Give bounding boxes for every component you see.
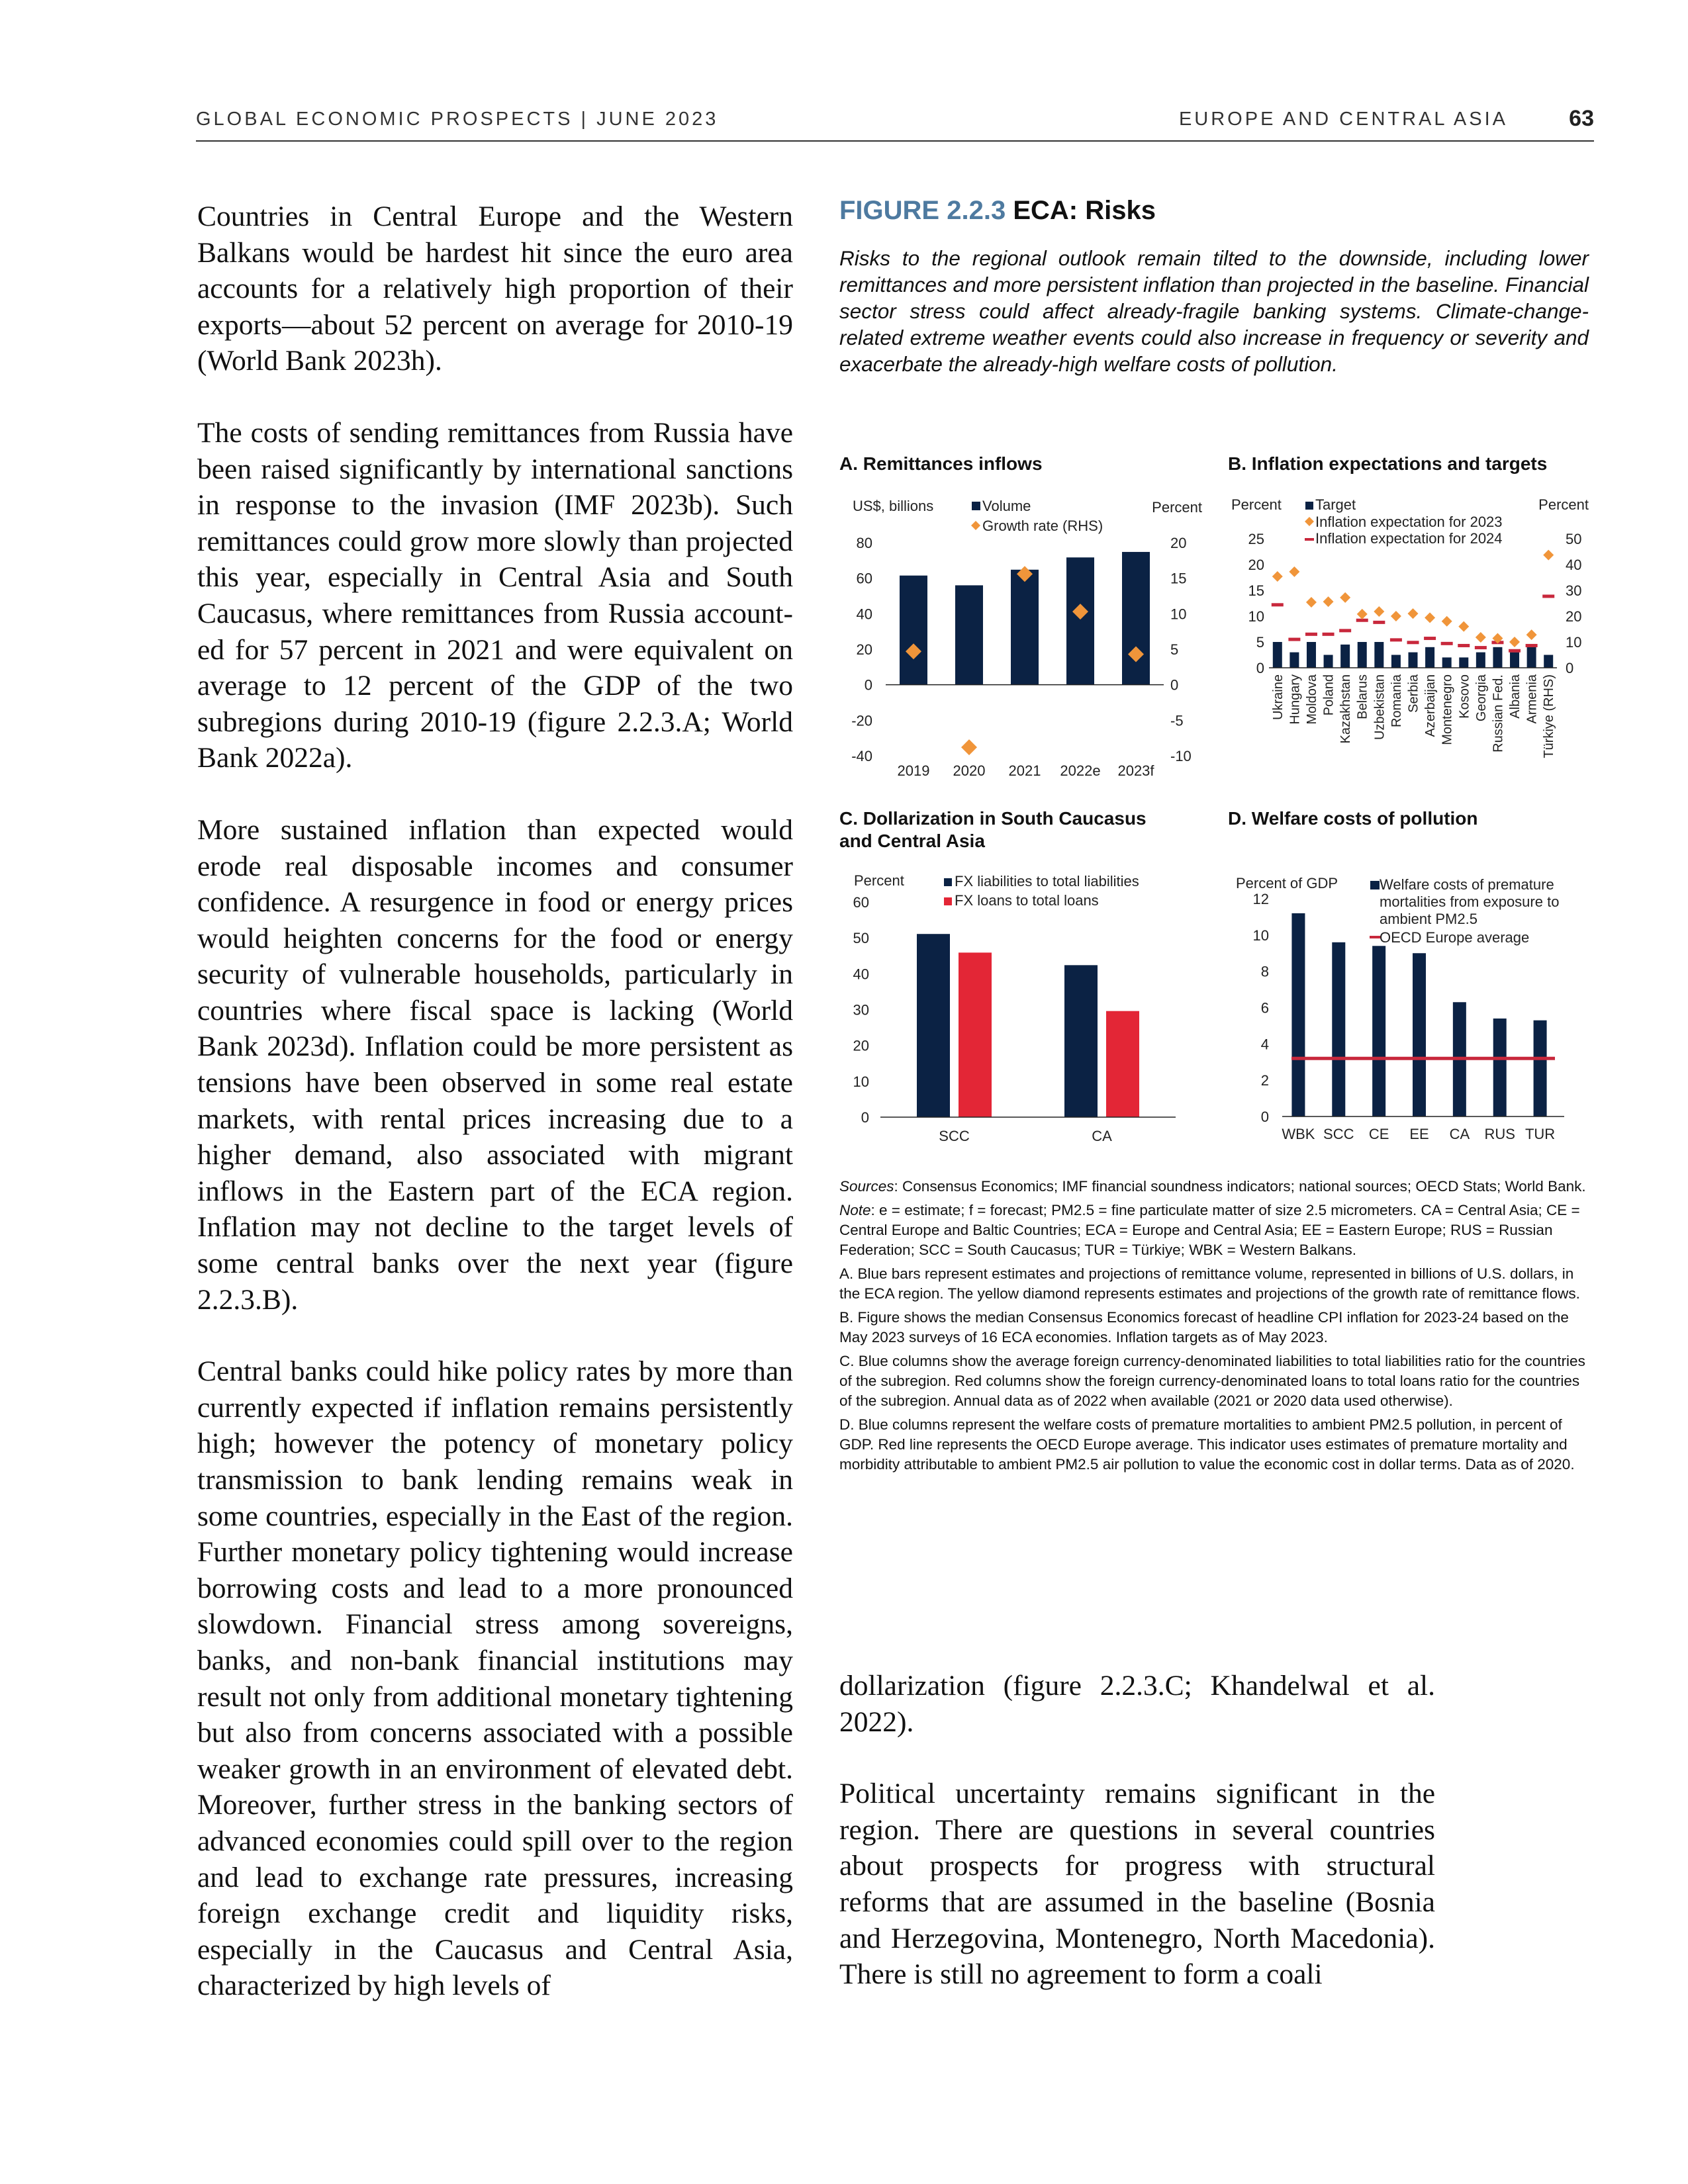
y-axis-label: Percent (854, 872, 904, 889)
y-tick-label: 20 (853, 1037, 869, 1054)
diamond-exp2023 (1442, 616, 1452, 627)
diamond-exp2023 (1425, 612, 1435, 623)
bar-fx-loans (1106, 1011, 1139, 1117)
x-tick-label: Armenia (1524, 674, 1540, 724)
bar-fx-liabilities (1064, 965, 1098, 1117)
right-column (839, 1668, 1435, 1993)
general-note: Note: e = estimate; f = forecast; PM2.5 = fine particulate matter of size 2.5 micrometers. CA = Central Asia; CE = Central Europe and Baltic Countries; ECA = Europe and Central Asia; EE = Eastern Europe; RUS = Russian Federation; SCC = South Caucasus; TUR = Türkiye; WBK = Western Balkans. (839, 1202, 1580, 1258)
y-tick-label: 20 (1566, 608, 1582, 625)
diamond-exp2023 (1543, 550, 1554, 561)
y-tick-label: 0 (864, 676, 872, 694)
bar-target (1425, 647, 1434, 668)
legend-label: OECD Europe average (1380, 929, 1530, 946)
bar-volume (1011, 570, 1039, 685)
y-tick-label: 0 (1260, 1109, 1269, 1125)
panel-c (839, 807, 1210, 1152)
y-tick-label: 20 (1248, 557, 1264, 573)
y-tick-label: 10 (1566, 634, 1582, 651)
panel-a (839, 453, 1210, 779)
paragraph: Countries in Central Europe and the Western Balkans would be hardest hit since the euro area accounts for a relatively high proportion of their exports—about 52 percent on average for 2010-19 (World Bank 2023h). (197, 201, 793, 377)
diamond-exp2023 (1458, 621, 1469, 632)
x-tick-label: 2022e (1060, 762, 1101, 779)
y-tick-label: 40 (1566, 557, 1582, 573)
x-tick-label: 2021 (1008, 762, 1041, 779)
dash-exp2024 (1458, 644, 1470, 647)
y-tick-label: 0 (1170, 676, 1179, 694)
legend-label: Growth rate (RHS) (982, 518, 1103, 534)
bar-target (1289, 653, 1299, 668)
x-tick-label: EE (1409, 1126, 1429, 1142)
x-tick-label: Belarus (1355, 674, 1370, 719)
y-tick-label: 15 (1170, 570, 1187, 587)
y-tick-label: 2 (1260, 1072, 1269, 1089)
x-tick-label: Poland (1321, 674, 1336, 716)
panel-b (1228, 453, 1599, 770)
x-tick-label: Azerbaijan (1423, 674, 1438, 737)
y-tick-label: 6 (1260, 999, 1269, 1017)
paragraph: dollarization (figure 2.2.3.C; Khandelwal et al. 2022). (839, 1670, 1435, 1738)
y-tick-label: 20 (856, 641, 872, 658)
diamond-exp2023 (1323, 596, 1334, 607)
dash-exp2024 (1407, 641, 1419, 644)
bar-fx-loans (959, 952, 992, 1117)
x-tick-label: Albania (1508, 674, 1523, 719)
x-tick-label: SCC (939, 1128, 970, 1144)
y-tick-label: 40 (853, 966, 869, 983)
paragraph: Central banks could hike policy rates by more than currently expected if inflation remains persistently high; however the potency of monetary policy transmission to bank lending remains weak in some countries, especially in the East of the region. Further monetary policy tightening would increase borrowing costs and lead to a more pronounced slowdown. Financial stress among sovereigns, banks, and non-bank financial institutions may result not only from additional monetary tightening but also from concerns associated with a possible weaker growth in an environment of elevated debt. Moreover, further stress in the banking sectors of advanced economies could spill over to the region and lead to exchange rate pressures, increasing foreign exchange credit and liquidity risks, especially in the Caucasus and Central Asia, characterized by high levels of (197, 1355, 793, 2002)
figure-heading: ECA: Risks (1013, 196, 1156, 225)
x-tick-label: 2020 (953, 762, 986, 779)
note-c: C. Blue columns show the average foreign currency-denominated liabilities to total liabilities ratio for the countries of the subregion. Red columns show the foreign currency-denominated loans to total loans ratio for the countries of the subregion. Annual data as of 2022 when available (2021 or 2020 data used otherwise). (839, 1353, 1585, 1409)
x-tick-label: Russian Fed. (1491, 674, 1506, 752)
bar-target (1510, 653, 1519, 668)
y-axis-label: Percent (1231, 496, 1282, 513)
figure-number: FIGURE 2.2.3 (839, 196, 1006, 225)
x-tick-label: Georgia (1474, 674, 1489, 722)
y-tick-label: 20 (1170, 535, 1187, 551)
x-tick-label: RUS (1484, 1126, 1515, 1142)
x-tick-label: WBK (1282, 1126, 1315, 1142)
paragraph: More sustained inflation than expected would erode real disposable incomes and consumer confidence. A resurgence in food or energy prices would heighten concerns for the food or energy security of vulnerable households, particularly in countries where fiscal space is lacking (World Bank 2023d). Inflation could be more persistent as tensions have been observed in some real estate markets, with rental prices increasing due to a higher demand, also associated with migrant inflows in the Eastern part of the ECA region. Inflation may not decline to the target levels of some central banks over the next year (figure 2.2.3.B). (197, 813, 793, 1316)
legend-swatch-loans (944, 897, 952, 905)
x-tick-label: Romania (1389, 674, 1404, 728)
legend-swatch-liabilities (944, 878, 952, 886)
note-d: D. Blue columns represent the welfare costs of premature mortalities to ambient PM2.5 pollution, in percent of GDP. Red line represents the OECD Europe average. This indicator uses estimates of premature mortality and morbidity attributable to ambient PM2.5 air pollution to value the economic cost in dollar terms. Data as of 2020. (839, 1416, 1575, 1473)
legend-label: Welfare costs of premature (1380, 876, 1554, 893)
x-tick-label: Montenegro (1440, 674, 1455, 745)
legend-label: ambient PM2.5 (1380, 911, 1477, 927)
y-tick-label: 10 (1248, 608, 1264, 625)
x-tick-label: Kosovo (1457, 674, 1472, 719)
y-tick-label: 30 (853, 1001, 869, 1019)
x-tick-label: Uzbekistan (1372, 674, 1387, 740)
diamond-exp2023 (1289, 567, 1299, 577)
diamond-exp2023 (1408, 608, 1419, 619)
x-tick-label: 2023f (1117, 762, 1154, 779)
dash-exp2024 (1441, 642, 1453, 645)
bar-target (1459, 657, 1468, 668)
chart-remittances (839, 479, 1210, 784)
bar-volume (955, 585, 983, 684)
diamond-exp2023 (1374, 606, 1384, 617)
legend-label: mortalities from exposure to (1380, 893, 1560, 910)
y-tick-label: 10 (1170, 606, 1187, 623)
bar-welfare-cost (1372, 946, 1385, 1116)
y-tick-label: 60 (853, 894, 869, 911)
bar-target (1544, 655, 1553, 668)
bar-welfare-cost (1291, 913, 1305, 1116)
panel-title: C. Dollarization in South Caucasus and Central Asia (839, 808, 1147, 851)
y-axis-label: US$, billions (853, 498, 934, 514)
bar-target (1391, 655, 1401, 668)
y-tick-label: 5 (1256, 634, 1264, 651)
y-tick-label: 5 (1170, 641, 1179, 658)
diamond-exp2023 (1306, 597, 1317, 608)
section-title: EUROPE AND CENTRAL ASIA (1178, 109, 1508, 130)
running-header (196, 106, 1594, 142)
diamond-exp2023 (1340, 592, 1350, 603)
y-tick-label: 10 (853, 1073, 869, 1090)
x-tick-label: TUR (1524, 1126, 1556, 1142)
y-tick-label: 8 (1260, 963, 1269, 980)
y-tick-label: 0 (861, 1109, 869, 1126)
bar-target (1374, 642, 1383, 668)
bar-target (1358, 642, 1367, 668)
sources-note: Sources: Consensus Economics; IMF financial soundness indicators; national sources; OECD Stats; World Bank. (839, 1178, 1586, 1195)
dash-exp2024 (1390, 638, 1402, 641)
bar-target (1442, 657, 1452, 668)
dash-exp2024 (1526, 644, 1538, 647)
legend-label: Target (1315, 496, 1356, 513)
paragraph: The costs of sending remittances from Russia have been raised significantly by international sanctions in response to the invasion (IMF 2023b). Such remittances could grow more slowly than projected this year, especially in Central Asia and South Caucasus, where remittances from Russia accounted for 57 percent in 2021 and were equivalent on average to 12 percent of the GDP of the two subregions during 2010-19 (figure 2.2.3.A; World Bank 2022a). (197, 416, 793, 774)
y-tick-label: -5 (1170, 712, 1184, 729)
dash-exp2024 (1288, 638, 1300, 641)
diamond-exp2023 (1526, 629, 1537, 640)
legend-label: FX loans to total loans (955, 892, 1099, 909)
diamond-exp2023 (1357, 609, 1368, 619)
note-a: A. Blue bars represent estimates and projections of remittance volume, represented in billions of U.S. dollars, in the ECA region. The yellow diamond represents estimates and projections of the growth rate of remittance flows. (839, 1265, 1580, 1302)
x-tick-label: 2019 (897, 762, 930, 779)
legend-label: Inflation expectation for 2024 (1315, 530, 1503, 547)
note-b: B. Figure shows the median Consensus Economics forecast of headline CPI inflation for 2023-24 based on the May 2023 surveys of 16 ECA economies. Inflation targets as of May 2023. (839, 1309, 1569, 1345)
bar-target (1409, 653, 1418, 668)
chart-dollarization (839, 866, 1210, 1157)
y-tick-label: 40 (856, 606, 872, 623)
left-column (197, 199, 793, 2004)
chart-inflation (1228, 479, 1599, 784)
bar-target (1476, 653, 1485, 668)
x-tick-label: Ukraine (1270, 674, 1286, 720)
y-tick-label: 0 (1566, 660, 1574, 676)
dash-exp2024 (1509, 649, 1521, 653)
x-tick-label: Serbia (1406, 674, 1421, 713)
x-tick-label: CA (1449, 1126, 1470, 1142)
y-tick-label: 15 (1248, 582, 1264, 599)
dash-exp2024 (1542, 594, 1554, 598)
dash-exp2024 (1475, 646, 1487, 649)
legend-swatch-growth (971, 521, 980, 530)
y2-axis-label: Percent (1538, 496, 1589, 513)
dash-exp2024 (1305, 633, 1317, 636)
panel-d (1228, 807, 1599, 1152)
y-tick-label: 50 (1566, 531, 1582, 547)
legend-swatch-welfare (1370, 881, 1380, 889)
panel-title: B. Inflation expectations and targets (1228, 453, 1548, 474)
x-tick-label: CA (1092, 1128, 1112, 1144)
y2-axis-label: Percent (1152, 499, 1202, 516)
bar-target (1273, 642, 1282, 668)
legend-label: Volume (982, 498, 1031, 514)
bar-target (1340, 645, 1350, 668)
bar-welfare-cost (1534, 1021, 1547, 1116)
y-tick-label: -40 (851, 748, 872, 764)
bar-welfare-cost (1332, 942, 1345, 1116)
x-tick-label: SCC (1323, 1126, 1354, 1142)
dash-exp2024 (1373, 621, 1385, 624)
y-tick-label: -20 (851, 712, 872, 729)
legend-swatch-exp2024 (1305, 538, 1314, 541)
x-tick-label: Moldova (1304, 674, 1319, 725)
panel-title: A. Remittances inflows (839, 453, 1043, 474)
panel-title: D. Welfare costs of pollution (1228, 808, 1478, 829)
diamond-exp2023 (1391, 611, 1401, 621)
y-tick-label: 60 (856, 570, 872, 587)
y-tick-label: -10 (1170, 748, 1192, 764)
legend-swatch-volume (972, 502, 980, 510)
legend-label: Inflation expectation for 2023 (1315, 514, 1503, 530)
y-axis-label: Percent of GDP (1236, 875, 1338, 891)
bar-fx-liabilities (917, 934, 950, 1117)
figure-title (839, 195, 1589, 226)
y-tick-label: 0 (1256, 660, 1264, 676)
bar-volume (900, 576, 927, 685)
bar-target (1307, 642, 1316, 668)
bar-target (1324, 655, 1333, 668)
figure-box (839, 195, 1589, 377)
dash-exp2024 (1323, 633, 1335, 636)
y-tick-label: 30 (1566, 582, 1582, 599)
y-tick-label: 4 (1260, 1036, 1269, 1053)
y-tick-label: 10 (1252, 927, 1269, 944)
bar-target (1527, 647, 1536, 668)
chart-pollution (1228, 866, 1599, 1157)
diamond-exp2023 (1509, 637, 1520, 647)
y-tick-label: 25 (1248, 531, 1264, 547)
legend-label: FX liabilities to total liabilities (955, 873, 1139, 889)
bar-welfare-cost (1413, 953, 1426, 1116)
figure-notes (839, 1177, 1589, 1479)
x-tick-label: Hungary (1288, 674, 1303, 725)
y-tick-label: 12 (1252, 891, 1269, 907)
x-tick-label: CE (1368, 1126, 1389, 1142)
y-tick-label: 80 (856, 535, 872, 551)
x-tick-label: Türkiye (RHS) (1542, 674, 1557, 758)
bar-volume (1066, 557, 1094, 684)
dash-exp2024 (1339, 629, 1351, 632)
dash-exp2024 (1424, 637, 1436, 640)
publication-title: GLOBAL ECONOMIC PROSPECTS | JUNE 2023 (196, 109, 719, 130)
dash-exp2024 (1272, 603, 1284, 606)
diamond-exp2023 (1476, 632, 1486, 643)
figure-subtitle: Risks to the regional outlook remain tilted to the downside, including lower remittances and more persistent inflation than projected in the baseline. Financial sector stress could affect already-fragile banking systems. Climate-change-related extreme weather events could also increase in frequency or severity and exacerbate the already-high welfare costs of pollution. (839, 246, 1589, 376)
x-tick-label: Kazakhstan (1338, 674, 1354, 744)
legend-swatch-target (1305, 502, 1313, 510)
bar-target (1493, 647, 1502, 668)
diamond-exp2023 (1272, 571, 1283, 582)
y-tick-label: 50 (853, 930, 869, 947)
page-number: 63 (1569, 106, 1594, 131)
bar-welfare-cost (1493, 1019, 1507, 1116)
diamond-growth (961, 739, 977, 755)
bar-volume (1122, 552, 1150, 685)
legend-swatch-exp2023 (1305, 517, 1314, 526)
paragraph: Political uncertainty remains significant in the region. There are questions in several countries about prospects for progress with structural reforms that are assumed in the baseline (Bosnia and Herzegovina, Montenegro, North Macedonia). There is still no agreement to form a coali (839, 1778, 1435, 1991)
